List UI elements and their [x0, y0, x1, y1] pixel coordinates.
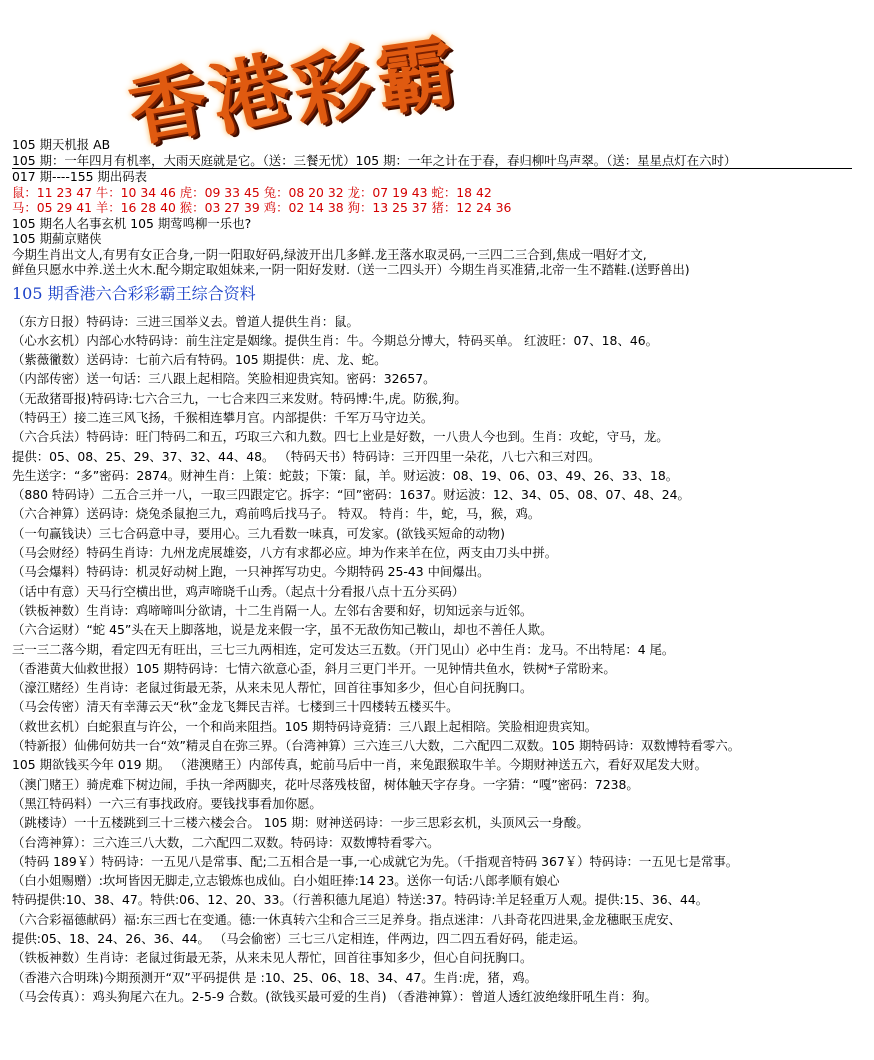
article-body: [12, 137, 868, 1006]
site-logo: [121, 26, 548, 158]
list-item: （台湾神算）：三六连三八大数，二六配四二双数。特码诗：双数博特看零六。: [12, 834, 440, 850]
list-item: （跳楼诗）一十五楼跳到三十三楼六楼会合。 105 期：财神送码诗：一步三思彩玄机，头顶风云一身酸。: [12, 815, 589, 831]
logo-char: 港: [200, 41, 299, 149]
list-item: （紫薇徶数）送码诗：七前六后有特码。105 期提供：虎、龙、蛇。: [12, 352, 387, 368]
gambler-heading: 105 期薊京赌侠: [12, 231, 102, 246]
list-item: （濠江赌经）生肖诗：老鼠过街最无荼，从来未见人帮忙，回首往事知多少，但心自问抚胸口。: [12, 680, 533, 696]
zodiac-code-row: 马：05 29 41 羊：16 28 40 猴：03 27 39 鸡：02 14 38 狗：13 25 37 猪：12 24 36: [12, 200, 512, 215]
list-item: （香港黄大仙救世报）105 期特码诗：七情六欲意心歪，斜月三更门半开。一见钟情共鱼水，铁树*子常盼来。: [12, 660, 616, 676]
list-item: （马会爆料）特码诗：机灵好动树上跑，一只神挥写功史。今期特码 25-43 中间爆出。: [12, 564, 490, 580]
list-item: （一句赢钱诀）三七合码意中寻，要用心。三九看数一味真，可发家。(欲钱买短命的动物): [12, 525, 505, 541]
list-item: （880 特码诗）二五合三并一八，一取三四跟定它。拆字：“回”密码：1637。财运波：12、34、05、08、07、48、24。: [12, 487, 690, 503]
list-item: 105 期欲钱买今年 019 期。 （港澳赌王）内部传真，蛇前马后中一肖，来兔跟猴取牛羊。今期财神送五六，看好双尾发大财。: [12, 757, 707, 773]
list-item: （六合神算）送码诗：烧兔杀鼠抱三九，鸡前鸣后找马子。 特双。 特肖：牛，蛇，马，猴，鸡。: [12, 506, 541, 522]
issue-heading: 105 期天机报 AB: [12, 137, 111, 152]
list-item: （马会传真）：鸡头狗尾六在九。2-5-9 合数。(欲钱买最可爱的生肖) （香港神算）：曾道人透红波绝缘肝吼生肖：狗。: [12, 988, 657, 1004]
list-item: 提供：05、08、25、29、37、32、44、48。 （特码天书）特码诗：三开四里一朵花，八七六和三对四。: [12, 448, 601, 464]
zodiac-code-row: 鼠：11 23 47 牛：10 34 46 虎：09 33 45 兔：08 20 32 龙：07 19 43 蛇：18 42: [12, 184, 492, 200]
list-item: （特码王）接二连三风飞扬，千猴相连攀月宫。内部提供：千军万马守边关。: [12, 409, 434, 425]
list-item: （话中有意）天马行空横出世，鸡声啼晓千山秀。（起点十分看报八点十五分买码）: [12, 583, 465, 599]
entries-list: [12, 312, 868, 1007]
list-item: （马会传密）清天有幸薄云天“秋”金龙飞舞民吉祥。七楼到三十四楼转五楼买牛。: [12, 699, 459, 715]
list-item: （六合兵法）特码诗：旺门特码二和五，巧取三六和九数。四七上业是好数，一八贵人今也到。生肖：攻蛇，守马，龙。: [12, 429, 669, 445]
gambler-verse: 鲜鱼只愿水中养.送土火木.配今期定取姐妹来,一阴一阳好发财.（送一二四头开）今期生肖买准猜,北帝一生不踏鞋.(送野兽出): [12, 262, 690, 277]
list-item: （铁板神数）生肖诗：鸡啼啼叫分欲请，十二生肖隔一人。左邻右舍要和好，切知远亲与近邻。: [12, 602, 533, 618]
logo-char: 彩: [284, 34, 380, 140]
celebrity-riddle: 105 期名人名事玄机 105 期莺鸣柳一乐也?: [12, 215, 252, 231]
list-item: （六合彩福德献码）福:东三西七在变通。德:一休真转六尘和合三三足养身。指点迷津：八卦奇花四进果,金龙穗眠玉虎安、: [12, 911, 681, 927]
list-item: 特码提供:10、38、47。特供:06、12、20、33。（行善积德九尾追）特送:37。特码诗:羊足轻重万人观。提供:15、36、44。: [12, 892, 709, 908]
list-item: （无敌猪哥报)特码诗:七六合三九，一七合来四三来发财。特码博:牛,虎。防猴,狗。: [12, 390, 467, 406]
logo-char: 霸: [370, 26, 461, 128]
list-item: 提供:05、18、24、26、36、44。 （马会偷密）三七三八定相连，伴两边，四二四五看好码，能走运。: [12, 931, 586, 946]
list-item: （内部传密）送一句话：三八跟上起相陪。笑脸相迎贵宾知。密码：32657。: [12, 371, 436, 387]
list-item: （特码 189￥）特码诗：一五见八是常事、配;二五相合是一事,一心成就它为先。（千指观音特码 367￥）特码诗：一五见七是常事。: [12, 853, 739, 869]
list-item: （澳门赌王）骑虎难下树边闹，手执一斧两脚夹，花叶尽落残枝留，树体触天字存身。一字猜：“嘎”密码：7238。: [12, 776, 639, 792]
gambler-verse: 今期生肖出文人,有男有女正合身,一阴一阳取好码,绿波开出几多鲜.龙王落水取灵码,一三四二三合到,焦成一唱好才文,: [12, 246, 647, 262]
list-item: （白小姐赐赠）:坎坷皆因无脚走,立志锻炼也成仙。白小姐旺捧:14 23。送你一句话:八郎孝顺有娘心: [12, 873, 560, 889]
list-item: （黑江特码料）一六三有事找政府。要钱找事看加你愿。: [12, 795, 322, 811]
list-item: （六合运财）“蛇 45”头在天上脚落地，说是龙来假一字，虽不无敌伤知己鞍山，却也不善任人欺。: [12, 622, 553, 638]
list-item: （特新报）仙佛何妨共一台“效”精灵自在弥三界。（台湾神算）三六连三八大数，二六配四二双数。105 期特码诗：双数博特看零六。: [12, 738, 741, 754]
list-item: （救世玄机）白蛇狠直与许公，一个和尚来阻挡。105 期特码诗竟猜：三八跟上起相陪。笑脸相迎贵宾知。: [12, 718, 598, 734]
list-item: （马会财经）特码生肖诗：九州龙虎展雄姿，八方有求都必应。坤为作来羊在位，两支由刀头中拼。: [12, 545, 558, 561]
list-item: 三一三二落今期，看定四无有旺出，三七三九两相连，定可发达三五数。（开门见山）必中生肖：龙马。不出特尾：4 尾。: [12, 641, 675, 657]
list-item: （香港六合明珠)今期预测开“双”平码提供 是 :10、25、06、18、34、47。生肖:虎，猪，鸡。: [12, 969, 537, 985]
list-item: （铁板神数）生肖诗：老鼠过街最无荼，从来未见人帮忙，回首往事知多少，但心自问抚胸口。: [12, 950, 533, 966]
code-table-title: 017 期----155 期出码表: [12, 169, 148, 184]
list-item: （心水玄机）内部心水特码诗：前生注定是姻缘。提供生肖：牛。今期总分博大，特码买单。 红波旺：07、18、46。: [12, 332, 658, 348]
riddle-line: 105 期：一年四月有机率，大雨天庭就是它。（送：三餐无忧）105 期：一年之计在于春，春归柳叶鸟声翠。（送：星星点灯在六时）: [12, 153, 852, 170]
section-title: 105 期香港六合彩彩霸王综合资料: [12, 283, 256, 303]
logo-char: 香: [121, 54, 215, 158]
list-item: （东方日报）特码诗：三进三国举义去。曾道人提供生肖：鼠。: [12, 313, 359, 329]
list-item: 先生送字：“多”密码：2874。财神生肖：上策：蛇鼓；下策：鼠，羊。财运波：08、19、06、03、49、26、33、18。: [12, 467, 679, 483]
